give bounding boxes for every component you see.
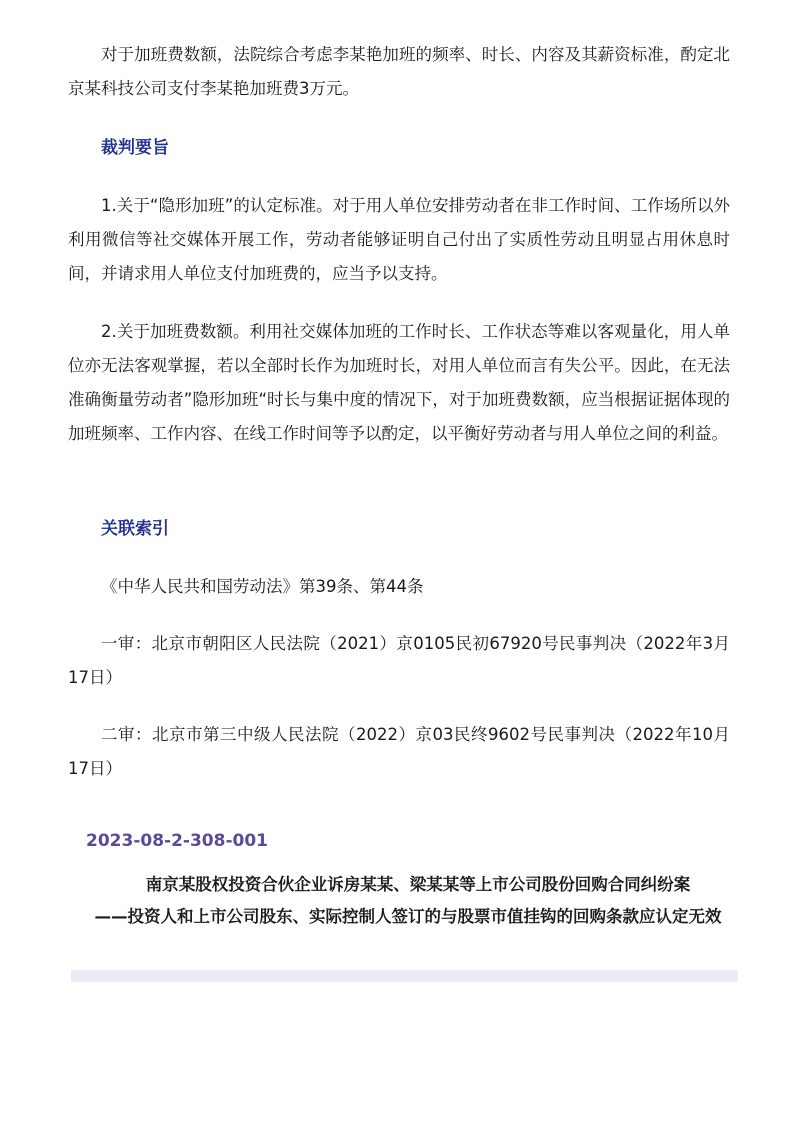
paragraph-rule-2: 2.关于加班费数额。利用社交媒体加班的工作时长、工作状态等难以客观量化，用人单位亦无法客观掌握，若以全部时长作为加班时长，对用人单位而言有失公平。因此，在无法准确衡量劳动者”隐形加班“时长与集中度的情况下，对于加班费数额，应当根据证据体现的加班频率、工作内容、在线工作时间等予以酌定，以平衡好劳动者与用人单位之间的利益。 <box>68 322 730 443</box>
paragraph-law-reference: 《中华人民共和国劳动法》第39条、第44条 <box>101 577 424 596</box>
heading-related-index: 关联索引 <box>101 519 169 539</box>
case-subtitle: ——投资人和上市公司股东、实际控制人签订的与股票市值挂钩的回购条款应认定无效 <box>94 907 722 926</box>
paragraph-first-instance: 一审：北京市朝阳区人民法院（2021）京0105民初67920号民事判决（2022年3月17日） <box>68 634 730 687</box>
paragraph-second-instance: 二审：北京市第三中级人民法院（2022）京03民终9602号民事判决（2022年10月17日） <box>68 725 730 778</box>
case-title: 南京某股权投资合伙企业诉房某某、梁某某等上市公司股份回购合同纠纷案 <box>145 875 691 894</box>
paragraph-overtime-amount: 对于加班费数额，法院综合考虑李某艳加班的频率、时长、内容及其薪资标准，酌定北京某科技公司支付李某艳加班费3万元。 <box>68 45 730 98</box>
section-divider-bar <box>71 970 738 982</box>
case-number: 2023-08-2-308-001 <box>86 831 268 851</box>
heading-judgment-points: 裁判要旨 <box>101 138 169 158</box>
paragraph-rule-1: 1.关于“隐形加班”的认定标准。对于用人单位安排劳动者在非工作时间、工作场所以外利用微信等社交媒体开展工作，劳动者能够证明自己付出了实质性劳动且明显占用休息时间，并请求用人单位支付加班费的，应当予以支持。 <box>68 196 730 283</box>
